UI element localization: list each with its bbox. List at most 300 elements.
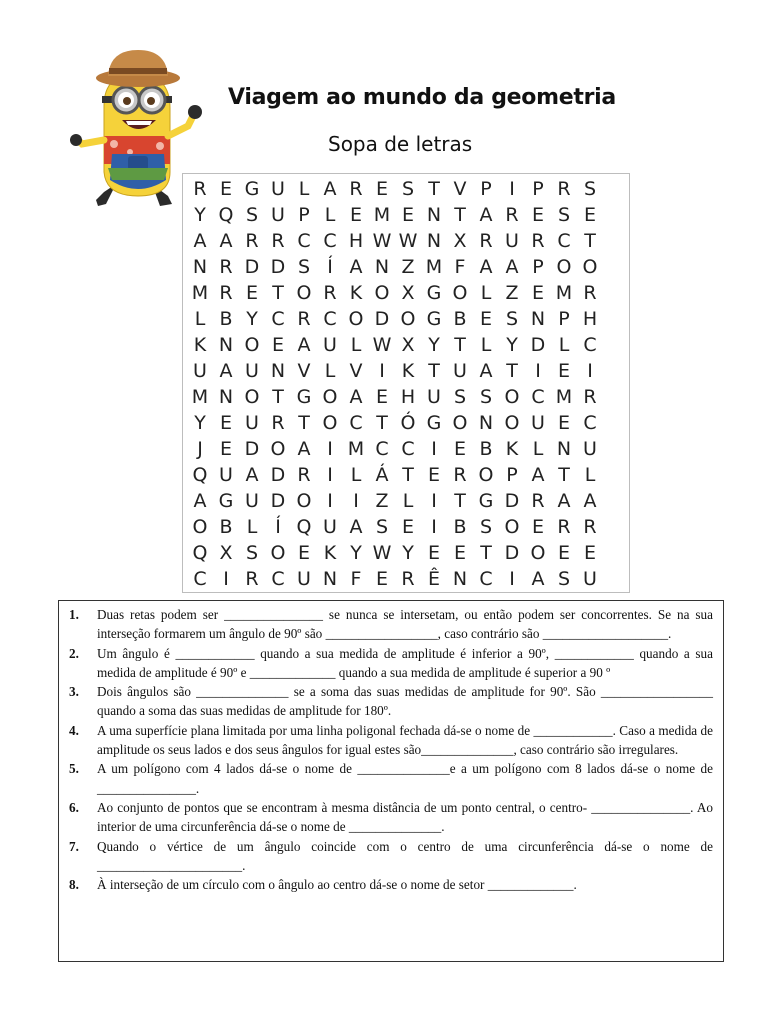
word-search-letter: I bbox=[509, 178, 515, 200]
word-search-letter: O bbox=[504, 386, 520, 408]
word-search-letter: N bbox=[452, 568, 468, 590]
word-search-letter: U bbox=[271, 178, 285, 200]
word-search-letter: R bbox=[219, 282, 233, 304]
word-search-letter: Q bbox=[192, 542, 208, 564]
word-search-letter: Y bbox=[194, 412, 206, 434]
word-search-letter: R bbox=[557, 516, 571, 538]
word-search-letter: E bbox=[557, 412, 570, 434]
word-search-letter: Y bbox=[246, 308, 258, 330]
word-search-letter: T bbox=[272, 282, 284, 304]
word-search-letter: C bbox=[193, 568, 207, 590]
question-number: 6. bbox=[69, 799, 79, 815]
word-search-letter: W bbox=[372, 230, 392, 252]
word-search-letter: U bbox=[531, 412, 545, 434]
word-search-letter: G bbox=[296, 386, 312, 408]
word-search-letter: D bbox=[530, 334, 546, 356]
word-search-letter: R bbox=[297, 464, 311, 486]
word-search-letter: K bbox=[401, 360, 415, 382]
word-search-letter: D bbox=[504, 542, 520, 564]
word-search-letter: M bbox=[373, 204, 391, 226]
word-search-row bbox=[187, 228, 623, 254]
word-search-grid bbox=[182, 173, 630, 593]
word-search-letter: A bbox=[193, 230, 207, 252]
word-search-letter: E bbox=[557, 542, 570, 564]
word-search-letter: E bbox=[401, 204, 414, 226]
word-search-letter: B bbox=[453, 308, 467, 330]
word-search-letter: L bbox=[350, 464, 362, 486]
word-search-letter: L bbox=[402, 490, 414, 512]
word-search-letter: A bbox=[245, 464, 259, 486]
word-search-letter: C bbox=[583, 412, 597, 434]
word-search-letter: U bbox=[245, 412, 259, 434]
word-search-letter: R bbox=[193, 178, 207, 200]
word-search-letter: L bbox=[480, 334, 492, 356]
word-search-letter: O bbox=[244, 334, 260, 356]
word-search-letter: Y bbox=[506, 334, 518, 356]
word-search-letter: R bbox=[245, 230, 259, 252]
word-search-letter: A bbox=[531, 568, 545, 590]
word-search-letter: E bbox=[219, 178, 232, 200]
word-search-letter: P bbox=[532, 256, 544, 278]
word-search-letter: W bbox=[398, 230, 418, 252]
word-search-letter: O bbox=[270, 542, 286, 564]
word-search-row bbox=[187, 566, 623, 592]
word-search-letter: T bbox=[428, 360, 440, 382]
word-search-letter: N bbox=[530, 308, 546, 330]
word-search-letter: Q bbox=[218, 204, 234, 226]
word-search-letter: X bbox=[453, 230, 467, 252]
word-search-row bbox=[187, 358, 623, 384]
question-item bbox=[69, 721, 713, 760]
word-search-letter: O bbox=[322, 386, 338, 408]
word-search-letter: U bbox=[505, 230, 519, 252]
word-search-letter: U bbox=[583, 438, 597, 460]
word-search-letter: R bbox=[583, 282, 597, 304]
word-search-row bbox=[187, 306, 623, 332]
word-search-letter: M bbox=[347, 438, 365, 460]
word-search-letter: T bbox=[558, 464, 570, 486]
word-search-letter: N bbox=[556, 438, 572, 460]
word-search-letter: L bbox=[558, 334, 570, 356]
word-search-letter: W bbox=[372, 542, 392, 564]
word-search-letter: O bbox=[556, 256, 572, 278]
word-search-letter: U bbox=[323, 516, 337, 538]
word-search-letter: E bbox=[297, 542, 310, 564]
word-search-letter: E bbox=[479, 308, 492, 330]
word-search-letter: L bbox=[298, 178, 310, 200]
word-search-letter: E bbox=[583, 542, 596, 564]
word-search-letter: L bbox=[324, 360, 336, 382]
word-search-letter: S bbox=[453, 386, 467, 408]
word-search-letter: E bbox=[375, 178, 388, 200]
word-search-letter: E bbox=[531, 516, 544, 538]
question-text: Duas retas podem ser _______________ se nunca se intersetam, ou então podem ser concorrentes. Se na sua interseção formarem um ângulo de 90º são _________________, caso contrário são ___________________. bbox=[97, 607, 713, 642]
word-search-letter: L bbox=[324, 204, 336, 226]
word-search-letter: V bbox=[297, 360, 311, 382]
word-search-letter: T bbox=[454, 334, 466, 356]
word-search-letter: O bbox=[504, 412, 520, 434]
word-search-letter: U bbox=[297, 568, 311, 590]
word-search-letter: M bbox=[555, 282, 573, 304]
word-search-letter: A bbox=[297, 438, 311, 460]
word-search-letter: S bbox=[401, 178, 415, 200]
word-search-letter: Á bbox=[375, 464, 389, 486]
word-search-letter: E bbox=[583, 204, 596, 226]
word-search-row bbox=[187, 514, 623, 540]
word-search-letter: P bbox=[506, 464, 518, 486]
word-search-letter: S bbox=[245, 542, 259, 564]
word-search-letter: N bbox=[192, 256, 208, 278]
word-search-letter: A bbox=[531, 464, 545, 486]
page-title: Viagem ao mundo da geometria bbox=[228, 85, 616, 110]
word-search-letter: T bbox=[480, 542, 492, 564]
word-search-letter: R bbox=[583, 386, 597, 408]
word-search-letter: I bbox=[223, 568, 229, 590]
word-search-letter: I bbox=[327, 490, 333, 512]
word-search-letter: E bbox=[349, 204, 362, 226]
question-number: 7. bbox=[69, 838, 79, 854]
word-search-letter: G bbox=[478, 490, 494, 512]
word-search-letter: I bbox=[353, 490, 359, 512]
word-search-letter: E bbox=[427, 542, 440, 564]
word-search-letter: D bbox=[374, 308, 390, 330]
word-search-letter: A bbox=[349, 386, 363, 408]
word-search-letter: C bbox=[323, 230, 337, 252]
word-search-letter: N bbox=[478, 412, 494, 434]
word-search-letter: Z bbox=[505, 282, 519, 304]
word-search-letter: C bbox=[271, 568, 285, 590]
word-search-letter: K bbox=[349, 282, 363, 304]
word-search-letter: Y bbox=[350, 542, 362, 564]
question-text: À interseção de um círculo com o ângulo ao centro dá-se o nome de setor _____________. bbox=[97, 877, 577, 893]
word-search-letter: N bbox=[218, 334, 234, 356]
word-search-letter: S bbox=[583, 178, 597, 200]
word-search-letter: E bbox=[531, 204, 544, 226]
word-search-letter: Q bbox=[296, 516, 312, 538]
question-text: Quando o vértice de um ângulo coincide com o centro de uma circunferência dá-se o nome de ______________________. bbox=[97, 838, 713, 873]
word-search-letter: U bbox=[219, 464, 233, 486]
word-search-letter: T bbox=[506, 360, 518, 382]
word-search-letter: U bbox=[245, 490, 259, 512]
word-search-row bbox=[187, 176, 623, 202]
word-search-letter: K bbox=[193, 334, 207, 356]
word-search-row bbox=[187, 462, 623, 488]
word-search-letter: P bbox=[558, 308, 570, 330]
word-search-letter: A bbox=[479, 256, 493, 278]
word-search-letter: I bbox=[431, 490, 437, 512]
word-search-letter: I bbox=[509, 568, 515, 590]
word-search-letter: O bbox=[192, 516, 208, 538]
question-text: A um polígono com 4 lados dá-se o nome de ______________e a um polígono com 8 lados dá-se o nome de _______________. bbox=[97, 761, 713, 796]
word-search-letter: O bbox=[296, 490, 312, 512]
word-search-row bbox=[187, 488, 623, 514]
word-search-letter: Y bbox=[428, 334, 440, 356]
word-search-letter: I bbox=[431, 516, 437, 538]
question-item bbox=[69, 682, 713, 721]
word-search-letter: R bbox=[505, 204, 519, 226]
word-search-letter: R bbox=[349, 178, 363, 200]
question-number: 4. bbox=[69, 722, 79, 738]
word-search-letter: S bbox=[479, 516, 493, 538]
word-search-letter: L bbox=[246, 516, 258, 538]
word-search-letter: R bbox=[531, 230, 545, 252]
word-search-letter: A bbox=[193, 490, 207, 512]
word-search-row bbox=[187, 436, 623, 462]
word-search-letter: A bbox=[479, 360, 493, 382]
word-search-letter: E bbox=[271, 334, 284, 356]
word-search-letter: I bbox=[379, 360, 385, 382]
word-search-letter: Y bbox=[402, 542, 414, 564]
word-search-letter: I bbox=[327, 438, 333, 460]
word-search-letter: C bbox=[349, 412, 363, 434]
word-search-letter: E bbox=[531, 282, 544, 304]
question-item bbox=[69, 837, 713, 876]
word-search-letter: W bbox=[372, 334, 392, 356]
word-search-letter: T bbox=[454, 490, 466, 512]
word-search-letter: R bbox=[245, 568, 259, 590]
word-search-letter: X bbox=[401, 334, 415, 356]
word-search-letter: U bbox=[323, 334, 337, 356]
word-search-letter: Z bbox=[375, 490, 389, 512]
word-search-letter: E bbox=[401, 516, 414, 538]
question-number: 2. bbox=[69, 645, 79, 661]
word-search-letter: R bbox=[323, 282, 337, 304]
word-search-letter: T bbox=[428, 178, 440, 200]
word-search-row bbox=[187, 254, 623, 280]
word-search-letter: U bbox=[583, 568, 597, 590]
word-search-letter: C bbox=[479, 568, 493, 590]
word-search-letter: T bbox=[402, 464, 414, 486]
word-search-letter: H bbox=[400, 386, 416, 408]
word-search-letter: N bbox=[322, 568, 338, 590]
word-search-letter: V bbox=[453, 178, 467, 200]
word-search-letter: D bbox=[244, 438, 260, 460]
word-search-letter: Í bbox=[327, 256, 333, 278]
word-search-letter: E bbox=[219, 438, 232, 460]
word-search-letter: E bbox=[557, 360, 570, 382]
question-item bbox=[69, 759, 713, 798]
word-search-row bbox=[187, 540, 623, 566]
word-search-letter: S bbox=[245, 204, 259, 226]
word-search-letter: O bbox=[504, 516, 520, 538]
word-search-letter: D bbox=[270, 464, 286, 486]
question-number: 3. bbox=[69, 684, 79, 700]
word-search-letter: R bbox=[271, 230, 285, 252]
question-text: Um ângulo é ____________ quando a sua medida de amplitude é inferior a 90º, ____________ quando a sua medida de amplitude é 90º e _____________ quando a sua medida de amplitude é superior a 90 º bbox=[97, 645, 713, 680]
word-search-letter: A bbox=[349, 516, 363, 538]
word-search-letter: R bbox=[557, 178, 571, 200]
questions-box bbox=[58, 600, 724, 962]
word-search-letter: D bbox=[504, 490, 520, 512]
word-search-letter: N bbox=[426, 204, 442, 226]
word-search-row bbox=[187, 202, 623, 228]
word-search-letter: N bbox=[270, 360, 286, 382]
word-search-letter: U bbox=[271, 204, 285, 226]
word-search-letter: L bbox=[194, 308, 206, 330]
word-search-letter: Z bbox=[401, 256, 415, 278]
word-search-letter: O bbox=[478, 464, 494, 486]
question-number: 5. bbox=[69, 761, 79, 777]
word-search-letter: S bbox=[479, 386, 493, 408]
question-item bbox=[69, 644, 713, 683]
word-search-row bbox=[187, 384, 623, 410]
word-search-letter: O bbox=[452, 282, 468, 304]
word-search-letter: C bbox=[557, 230, 571, 252]
word-search-letter: A bbox=[219, 230, 233, 252]
word-search-letter: O bbox=[374, 282, 390, 304]
word-search-letter: A bbox=[349, 256, 363, 278]
word-search-letter: E bbox=[375, 386, 388, 408]
word-search-letter: Ê bbox=[427, 568, 440, 590]
word-search-letter: S bbox=[557, 568, 571, 590]
word-search-letter: O bbox=[400, 308, 416, 330]
word-search-letter: V bbox=[349, 360, 363, 382]
word-search-letter: N bbox=[218, 386, 234, 408]
question-item bbox=[69, 798, 713, 837]
word-search-letter: Í bbox=[275, 516, 281, 538]
word-search-letter: C bbox=[297, 230, 311, 252]
word-search-row bbox=[187, 280, 623, 306]
word-search-letter: H bbox=[582, 308, 598, 330]
question-item bbox=[69, 605, 713, 644]
word-search-letter: I bbox=[327, 464, 333, 486]
word-search-letter: R bbox=[479, 230, 493, 252]
word-search-row bbox=[187, 332, 623, 358]
word-search-letter: M bbox=[191, 282, 209, 304]
word-search-letter: S bbox=[297, 256, 311, 278]
word-search-letter: R bbox=[401, 568, 415, 590]
word-search-letter: M bbox=[425, 256, 443, 278]
word-search-letter: X bbox=[219, 542, 233, 564]
word-search-letter: N bbox=[374, 256, 390, 278]
word-search-letter: I bbox=[431, 438, 437, 460]
word-search-letter: T bbox=[272, 386, 284, 408]
word-search-letter: E bbox=[453, 438, 466, 460]
word-search-letter: G bbox=[426, 308, 442, 330]
page-subtitle: Sopa de letras bbox=[328, 132, 473, 156]
word-search-letter: H bbox=[348, 230, 364, 252]
word-search-letter: X bbox=[401, 282, 415, 304]
word-search-letter: A bbox=[505, 256, 519, 278]
word-search-letter: R bbox=[219, 256, 233, 278]
word-search-letter: D bbox=[270, 256, 286, 278]
word-search-letter: R bbox=[271, 412, 285, 434]
word-search-letter: M bbox=[555, 386, 573, 408]
word-search-letter: B bbox=[219, 308, 233, 330]
word-search-letter: R bbox=[531, 490, 545, 512]
word-search-letter: P bbox=[532, 178, 544, 200]
word-search-letter: B bbox=[479, 438, 493, 460]
word-search-letter: P bbox=[298, 204, 310, 226]
word-search-letter: S bbox=[557, 204, 571, 226]
word-search-letter: T bbox=[584, 230, 596, 252]
word-search-letter: T bbox=[454, 204, 466, 226]
word-search-letter: L bbox=[532, 438, 544, 460]
word-search-letter: T bbox=[298, 412, 310, 434]
word-search-letter: E bbox=[245, 282, 258, 304]
word-search-letter: Y bbox=[194, 204, 206, 226]
word-search-letter: J bbox=[197, 438, 203, 460]
question-text: Dois ângulos são ______________ se a soma das suas medidas de amplitude for 90º. São _________________ quando a soma das suas medidas de amplitude for 180º. bbox=[97, 684, 713, 719]
word-search-letter: U bbox=[453, 360, 467, 382]
word-search-letter: O bbox=[452, 412, 468, 434]
word-search-letter: L bbox=[480, 282, 492, 304]
word-search-letter: C bbox=[375, 438, 389, 460]
word-search-letter: N bbox=[426, 230, 442, 252]
word-search-letter: F bbox=[454, 256, 466, 278]
word-search-letter: A bbox=[219, 360, 233, 382]
word-search-letter: G bbox=[244, 178, 260, 200]
word-search-letter: G bbox=[218, 490, 234, 512]
word-search-letter: I bbox=[587, 360, 593, 382]
word-search-letter: O bbox=[322, 412, 338, 434]
word-search-letter: O bbox=[582, 256, 598, 278]
word-search-letter: T bbox=[376, 412, 388, 434]
word-search-letter: R bbox=[583, 516, 597, 538]
word-search-letter: Q bbox=[192, 464, 208, 486]
question-item bbox=[69, 875, 713, 894]
question-text: Ao conjunto de pontos que se encontram à mesma distância de um ponto central, o centro- _______________. Ao interior de uma circunferência dá-se o nome de ______________. bbox=[97, 799, 713, 835]
word-search-row bbox=[187, 410, 623, 436]
word-search-letter: D bbox=[244, 256, 260, 278]
word-search-letter: L bbox=[584, 464, 596, 486]
word-search-letter: K bbox=[505, 438, 519, 460]
word-search-letter: O bbox=[296, 282, 312, 304]
word-search-letter: K bbox=[323, 542, 337, 564]
word-search-letter: I bbox=[535, 360, 541, 382]
word-search-letter: E bbox=[427, 464, 440, 486]
word-search-letter: O bbox=[270, 438, 286, 460]
question-number: 8. bbox=[69, 877, 79, 893]
word-search-letter: O bbox=[530, 542, 546, 564]
word-search-letter: U bbox=[427, 386, 441, 408]
word-search-letter: E bbox=[453, 542, 466, 564]
word-search-letter: M bbox=[191, 386, 209, 408]
word-search-letter: A bbox=[557, 490, 571, 512]
word-search-letter: C bbox=[531, 386, 545, 408]
word-search-letter: G bbox=[426, 282, 442, 304]
word-search-letter: G bbox=[426, 412, 442, 434]
word-search-letter: U bbox=[245, 360, 259, 382]
word-search-letter: F bbox=[350, 568, 362, 590]
word-search-letter: C bbox=[583, 334, 597, 356]
word-search-letter: A bbox=[583, 490, 597, 512]
word-search-letter: P bbox=[480, 178, 492, 200]
word-search-letter: B bbox=[453, 516, 467, 538]
word-search-letter: O bbox=[244, 386, 260, 408]
word-search-letter: C bbox=[323, 308, 337, 330]
word-search-letter: E bbox=[219, 412, 232, 434]
word-search-letter: C bbox=[401, 438, 415, 460]
word-search-letter: E bbox=[375, 568, 388, 590]
word-search-letter: O bbox=[348, 308, 364, 330]
word-search-letter: S bbox=[375, 516, 389, 538]
word-search-letter: C bbox=[271, 308, 285, 330]
word-search-letter: S bbox=[505, 308, 519, 330]
word-search-letter: Ó bbox=[400, 412, 416, 434]
question-number: 1. bbox=[69, 607, 79, 622]
word-search-letter: R bbox=[297, 308, 311, 330]
word-search-letter: A bbox=[479, 204, 493, 226]
word-search-letter: A bbox=[323, 178, 337, 200]
word-search-letter: U bbox=[193, 360, 207, 382]
word-search-letter: D bbox=[270, 490, 286, 512]
word-search-letter: A bbox=[297, 334, 311, 356]
word-search-letter: R bbox=[453, 464, 467, 486]
word-search-letter: B bbox=[219, 516, 233, 538]
question-text: A uma superfície plana limitada por uma linha poligonal fechada dá-se o nome de ____________. Caso a medida de amplitude os seus lados e dos seus ângulos for igual estes são______________, caso contrário são irregulares. bbox=[97, 722, 713, 758]
word-search-letter: L bbox=[350, 334, 362, 356]
